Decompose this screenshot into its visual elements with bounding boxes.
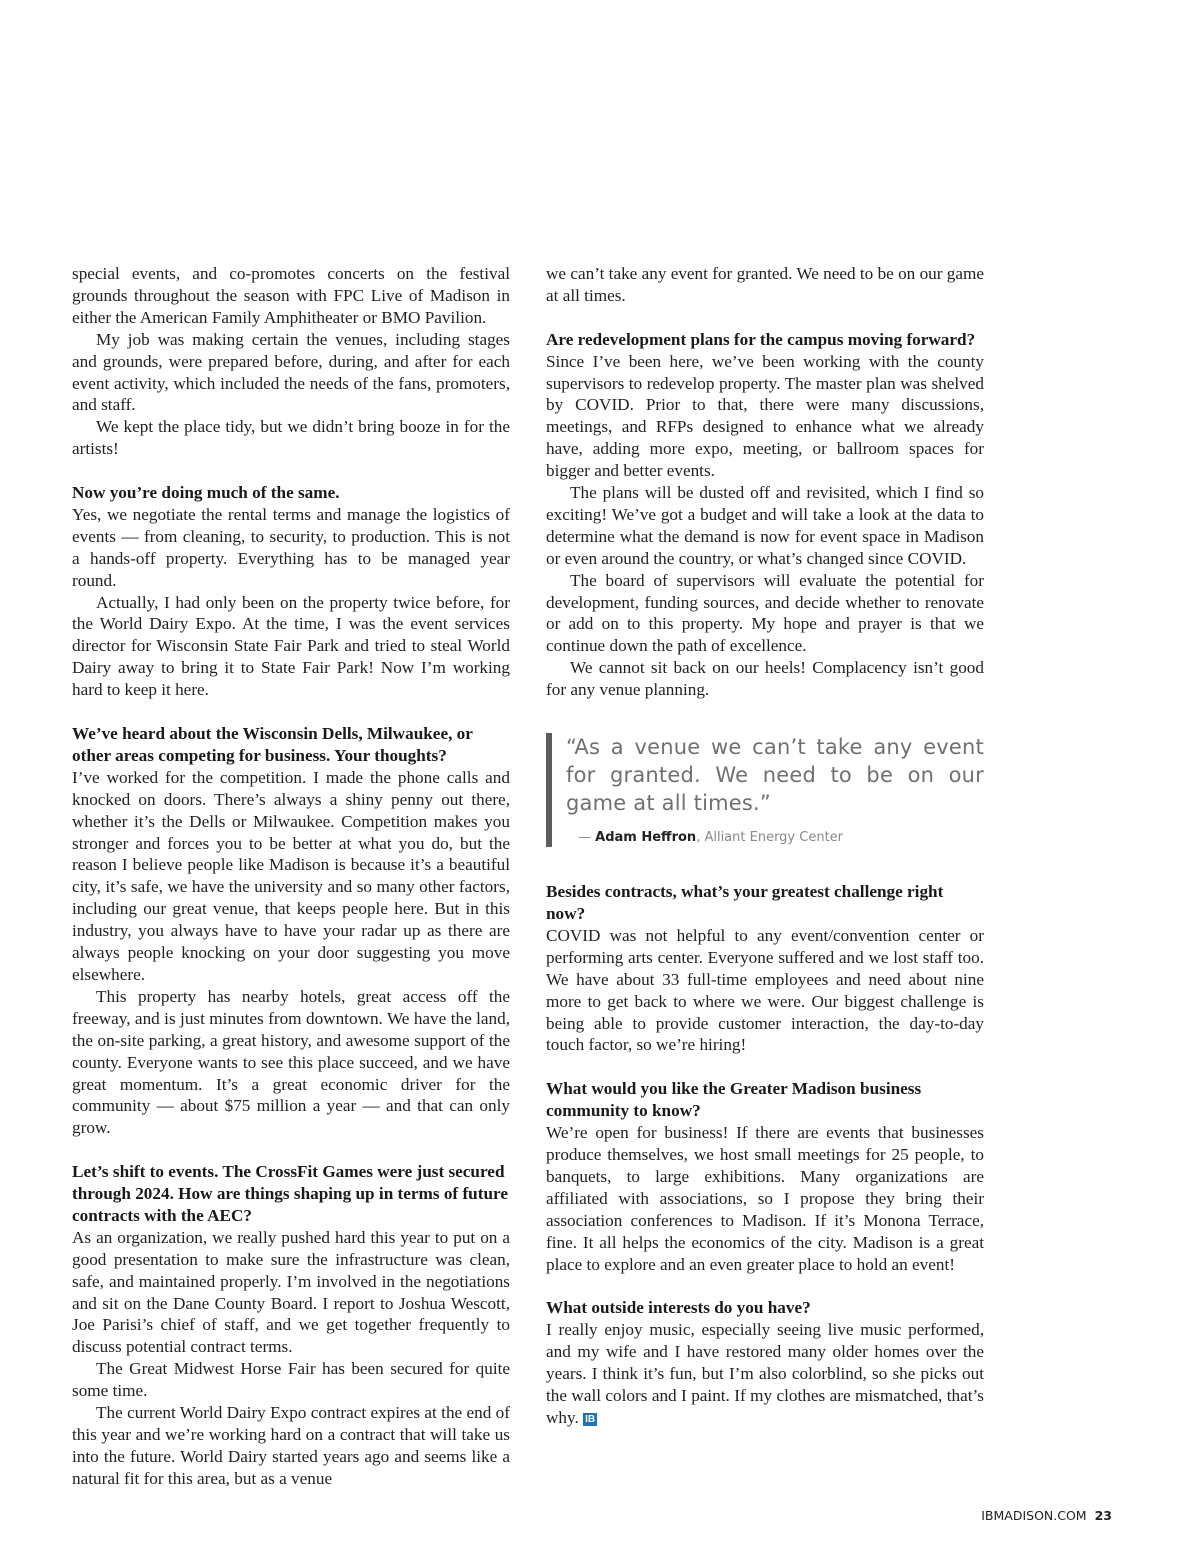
question-heading: Are redevelopment plans for the campus moving forward?: [546, 329, 976, 349]
paragraph: special events, and co-promotes concerts on the festival grounds throughout the season with FPC Live of Madison in either the American Family Amphitheater or BMO Pavilion.: [72, 264, 510, 327]
paragraph: The Great Midwest Horse Fair has been secured for quite some time.: [72, 1359, 510, 1401]
page-footer: [960, 1508, 1112, 1523]
paragraph: COVID was not helpful to any event/convention center or performing arts center. Everyone suffered and we lost staff too. We have about 33 full-time employees and need about nine more to get back to where we were. Our biggest challenge is being able to provide customer interaction, the day-to-day touch factor, so we’re hiring!: [546, 925, 984, 1055]
pull-quote-attribution: [578, 829, 984, 847]
paragraph: My job was making certain the venues, including stages and grounds, were prepared before, during, and after for each event activity, which included the needs of the fans, promoters, and staff.: [72, 329, 510, 415]
attribution-dash: —: [578, 830, 596, 846]
paragraph: Yes, we negotiate the rental terms and manage the logistics of events — from cleaning, to security, to production. This is not a hands-off property. Everything has to be managed year round.: [72, 504, 510, 590]
paragraph: The current World Dairy Expo contract expires at the end of this year and we’re working hard on a contract that will take us into the future. World Dairy started years ago and seems like a natural fit for this area, but as a venue: [72, 1403, 510, 1488]
paragraph: The board of supervisors will evaluate the potential for development, funding sources, and decide whether to renovate or add on to this property. My hope and prayer is that we continue down the path of excellence.: [546, 570, 984, 656]
paragraph: We kept the place tidy, but we didn’t bring booze in for the artists!: [72, 417, 510, 459]
question-heading: What would you like the Greater Madison business community to know?: [546, 1079, 922, 1121]
paragraph: As an organization, we really pushed hard this year to put on a good presentation to make sure the infrastructure was clean, safe, and maintained properly. I’m involved in the negotiations and sit on the Dane County Board. I report to Joshua Wescott, Joe Parisi’s chief of staff, and we get together frequently to discuss potential contract terms.: [72, 1227, 510, 1357]
pull-quote: [546, 733, 984, 847]
question-heading: Besides contracts, what’s your greatest challenge right now?: [546, 882, 944, 924]
paragraph: [546, 1319, 984, 1429]
paragraph-text: I really enjoy music, especially seeing live music performed, and my wife and I have restored many older homes over the years. I think it’s fun, but I’m also colorblind, so she picks out the wall colors and I paint. If my clothes are mismatched, that’s why.: [546, 1320, 984, 1427]
paragraph: I’ve worked for the competition. I made the phone calls and knocked on doors. There’s always a shiny penny out there, whether it’s the Dells or Milwaukee. Competition makes you stronger and forces you to be better at what you do, but the reason I believe people like Madison is because it’s a beautiful city, it’s safe, we have the university and so many other factors, including our great venue, that keeps people here. But in this industry, you always have to have your radar up as there are always people knocking on your door suggesting you move elsewhere.: [72, 767, 510, 984]
paragraph: We’re open for business! If there are events that businesses produce themselves, we host small meetings for 25 people, to banquets, to large exhibitions. Many organizations are affiliated with associations, so I propose they bring their association conferences to Madison. If it’s Monona Terrace, fine. It all helps the economics of the city. Madison is a great place to explore and an even greater place to hold an event!: [546, 1123, 984, 1274]
paragraph: Since I’ve been here, we’ve been working with the county supervisors to redevelop property. The master plan was shelved by COVID. Prior to that, there were many discussions, meetings, and RFPs designed to enhance what we already have, adding more expo, meeting, or ballroom spaces for bigger and better events.: [546, 351, 984, 481]
question-heading: Now you’re doing much of the same.: [72, 483, 340, 503]
right-column: [546, 263, 984, 1429]
question-heading: What outside interests do you have?: [546, 1298, 811, 1318]
paragraph: Actually, I had only been on the property twice before, for the World Dairy Expo. At the time, I was the event services director for Wisconsin State Fair Park and tried to steal World Dairy away to bring it to State Fair Park! Now I’m working hard to keep it here.: [72, 592, 510, 700]
paragraph: We cannot sit back on our heels! Complacency isn’t good for any venue planning.: [546, 658, 984, 700]
left-column: [72, 263, 510, 1490]
paragraph: The plans will be dusted off and revisited, which I find so exciting! We’ve got a budget and will take a look at the data to determine what the demand is now for event space in Madison or even around the country, or what’s changed since COVID.: [546, 483, 984, 568]
pull-quote-text: “As a venue we can’t take any event for granted. We need to be on our game at all times.”: [566, 735, 984, 816]
attribution-org: , Alliant Energy Center: [696, 830, 844, 846]
question-heading: We’ve heard about the Wisconsin Dells, Milwaukee, or other areas competing for business. Your thoughts?: [72, 724, 473, 765]
paragraph: This property has nearby hotels, great access off the freeway, and is just minutes from downtown. We have the land, the on-site parking, a great history, and awesome support of the county. Everyone wants to see this place succeed, and we have great momentum. It’s a great economic driver for the community — about $75 million a year — and that can only grow.: [72, 986, 510, 1138]
paragraph: we can’t take any event for granted. We need to be on our game at all times.: [546, 264, 984, 305]
attribution-name: Adam Heffron: [595, 830, 697, 846]
footer-site: IBMADISON.COM: [981, 1508, 1087, 1523]
page-number: 23: [1094, 1508, 1112, 1523]
end-mark-icon: IB: [585, 1413, 596, 1425]
question-heading: Let’s shift to events. The CrossFit Games were just secured through 2024. How are things shaping up in terms of future contracts with the AEC?: [72, 1162, 508, 1225]
